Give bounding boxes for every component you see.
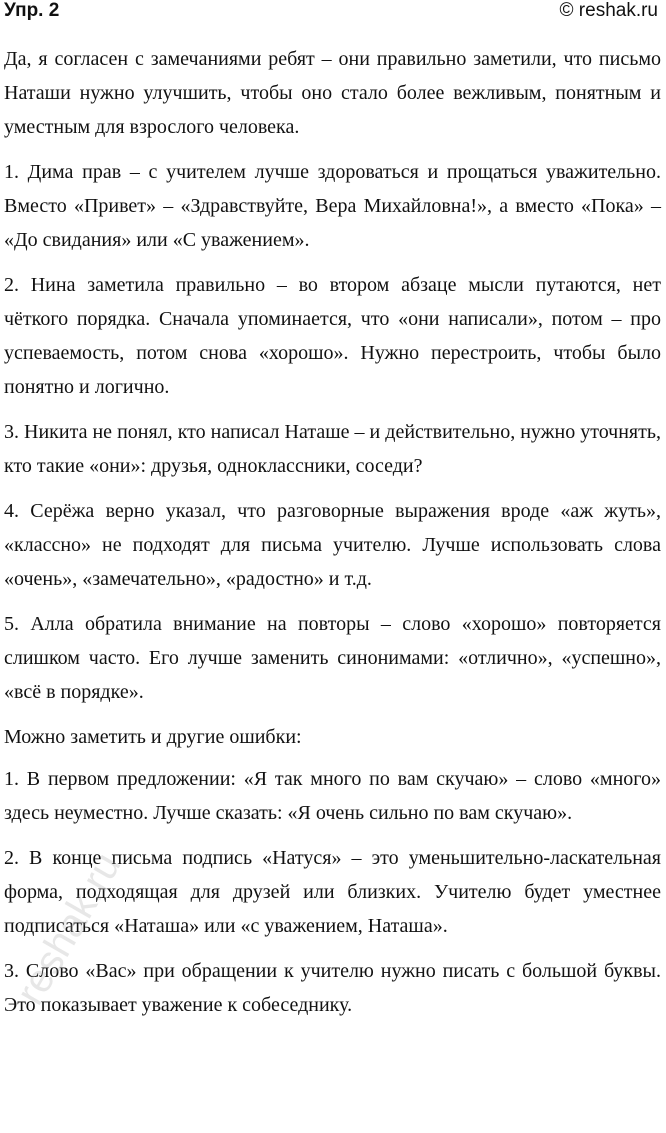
paragraph-point-3: 3. Никита не понял, кто написал Наташе – и действительно, нужно уточнять, кто такие «они»: друзья, одноклассники, соседи? (4, 421, 661, 477)
page-header (0, 0, 666, 30)
site-copyright[interactable]: © reshak.ru (559, 0, 658, 21)
paragraph-other-errors-heading: Можно заметить и другие ошибки: (4, 726, 302, 748)
paragraph-point-2: 2. Нина заметила правильно – во втором абзаце мысли путаются, нет чёткого порядка. Сначала упоминается, что «они написали», потом – про успеваемость, потом снова «хорошо». Нужно перестроить, чтобы было понятно и логично. (4, 274, 661, 398)
paragraph-extra-1: 1. В первом предложении: «Я так много по вам скучаю» – слово «много» здесь неуместно. Лучше сказать: «Я очень сильно по вам скучаю». (4, 768, 661, 824)
paragraph-intro: Да, я согласен с замечаниями ребят – они правильно заметили, что письмо Наташи нужно улучшить, чтобы оно стало более вежливым, понятным и уместным для взрослого человека. (4, 48, 661, 138)
exercise-title: Упр. 2 (4, 0, 60, 21)
paragraph-extra-3: 3. Слово «Вас» при обращении к учителю нужно писать с большой буквы. Это показывает уважение к собеседнику. (4, 960, 661, 1016)
answer-text (4, 42, 661, 1033)
paragraph-point-1: 1. Дима прав – с учителем лучше здороваться и прощаться уважительно. Вместо «Привет» – «Здравствуйте, Вера Михайловна!», а вместо «Пока» – «До свидания» или «С уважением». (4, 161, 661, 251)
paragraph-extra-2: 2. В конце письма подпись «Натуся» – это уменьшительно-ласкательная форма, подходящая для друзей или близких. Учителю будет уместнее подписаться «Наташа» или «с уважением, Наташа». (4, 847, 661, 937)
paragraph-point-5: 5. Алла обратила внимание на повторы – слово «хорошо» повторяется слишком часто. Его лучше заменить синонимами: «отлично», «успешно», «всё в порядке». (4, 613, 661, 703)
watermark-logo: reshak.ru (8, 845, 130, 1012)
paragraph-point-4: 4. Серёжа верно указал, что разговорные выражения вроде «аж жуть», «классно» не подходят для письма учителю. Лучше использовать слова «очень», «замечательно», «радостно» и т.д. (4, 500, 661, 590)
